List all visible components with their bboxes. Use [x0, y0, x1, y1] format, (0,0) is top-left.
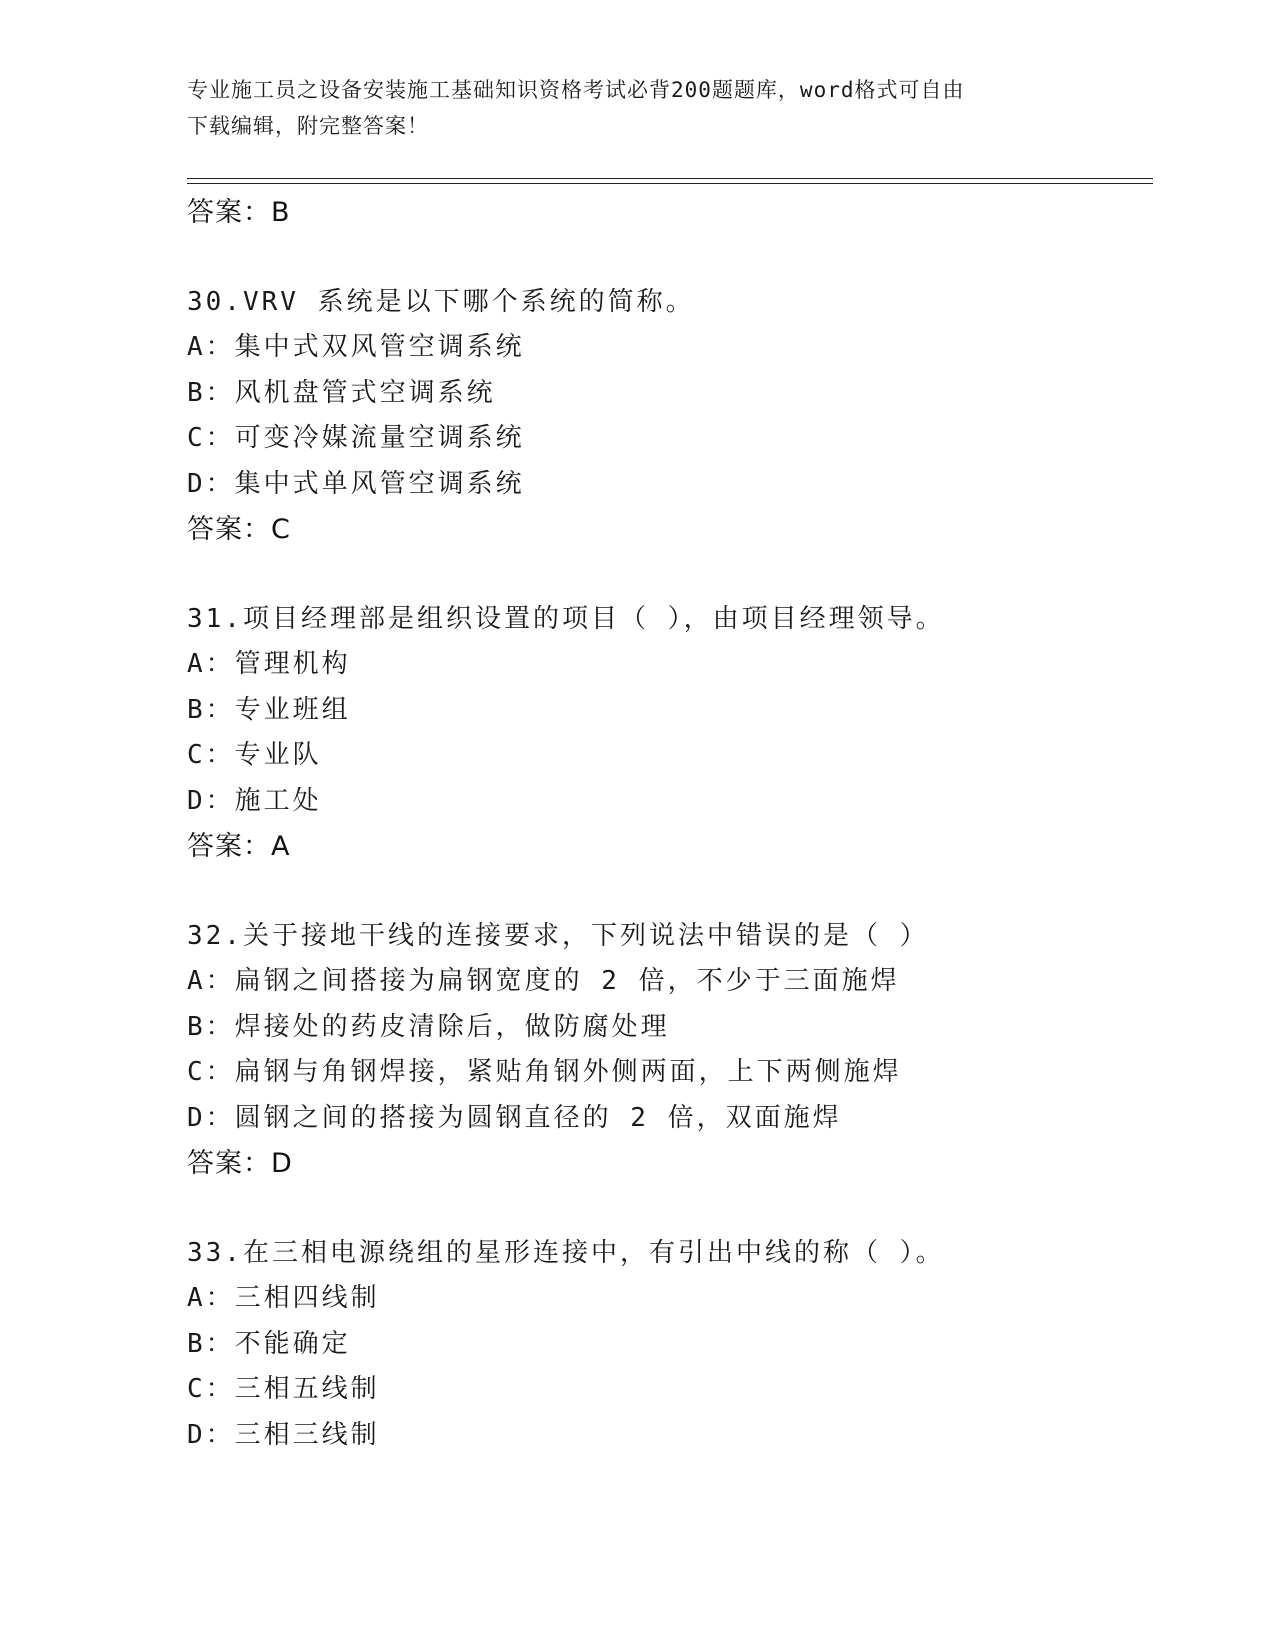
- option-b: B：不能确定: [187, 1328, 351, 1359]
- header-divider-bottom: [187, 183, 1153, 184]
- option-a: A：集中式双风管空调系统: [187, 332, 525, 362]
- option-d: D：圆钢之间的搭接为圆钢直径的 2 倍，双面施焊: [187, 1102, 842, 1133]
- question-block: [187, 280, 1147, 553]
- option-d: D：三相三线制: [187, 1419, 380, 1450]
- answer-line: 答案：D: [187, 1148, 293, 1179]
- answer-line: 答案：C: [187, 514, 291, 545]
- option-d: D：集中式单风管空调系统: [187, 468, 525, 499]
- spacer: [187, 870, 1147, 914]
- option-b: B：专业班组: [187, 694, 351, 725]
- option-a: A：管理机构: [187, 649, 351, 679]
- question-stem: 32.关于接地干线的连接要求，下列说法中错误的是（ ）: [187, 920, 929, 951]
- option-c: C：三相五线制: [187, 1374, 380, 1404]
- option-a: A：扁钢之间搭接为扁钢宽度的 2 倍，不少于三面施焊: [187, 966, 900, 996]
- question-stem: 33.在三相电源绕组的星形连接中，有引出中线的称（ ）。: [187, 1237, 945, 1268]
- question-block: [187, 597, 1147, 870]
- spacer: [187, 236, 1147, 280]
- header-line-1: 专业施工员之设备安装施工基础知识资格考试必背200题题库，word格式可自由: [187, 78, 965, 102]
- header-line-2: 下载编辑，附完整答案！: [187, 114, 429, 138]
- option-d: D：施工处: [187, 785, 322, 816]
- option-c: C：可变冷媒流量空调系统: [187, 423, 525, 453]
- option-a: A：三相四线制: [187, 1283, 380, 1313]
- question-block: [187, 1231, 1147, 1459]
- answer-line: 答案：B: [187, 197, 291, 228]
- header-divider-top: [187, 178, 1153, 179]
- spacer: [187, 553, 1147, 597]
- page-header: [187, 72, 1067, 144]
- question-list: [187, 186, 1147, 1458]
- question-block: [187, 914, 1147, 1187]
- answer-line: 答案：A: [187, 831, 291, 862]
- option-b: B：焊接处的药皮清除后，做防腐处理: [187, 1011, 670, 1042]
- option-c: C：扁钢与角钢焊接，紧贴角钢外侧两面，上下两侧施焊: [187, 1057, 902, 1087]
- option-c: C：专业队: [187, 740, 322, 770]
- question-stem: 30.VRV 系统是以下哪个系统的简称。: [187, 286, 695, 317]
- option-b: B：风机盘管式空调系统: [187, 377, 496, 408]
- question-stem: 31.项目经理部是组织设置的项目（ ），由项目经理领导。: [187, 603, 945, 634]
- spacer: [187, 1187, 1147, 1231]
